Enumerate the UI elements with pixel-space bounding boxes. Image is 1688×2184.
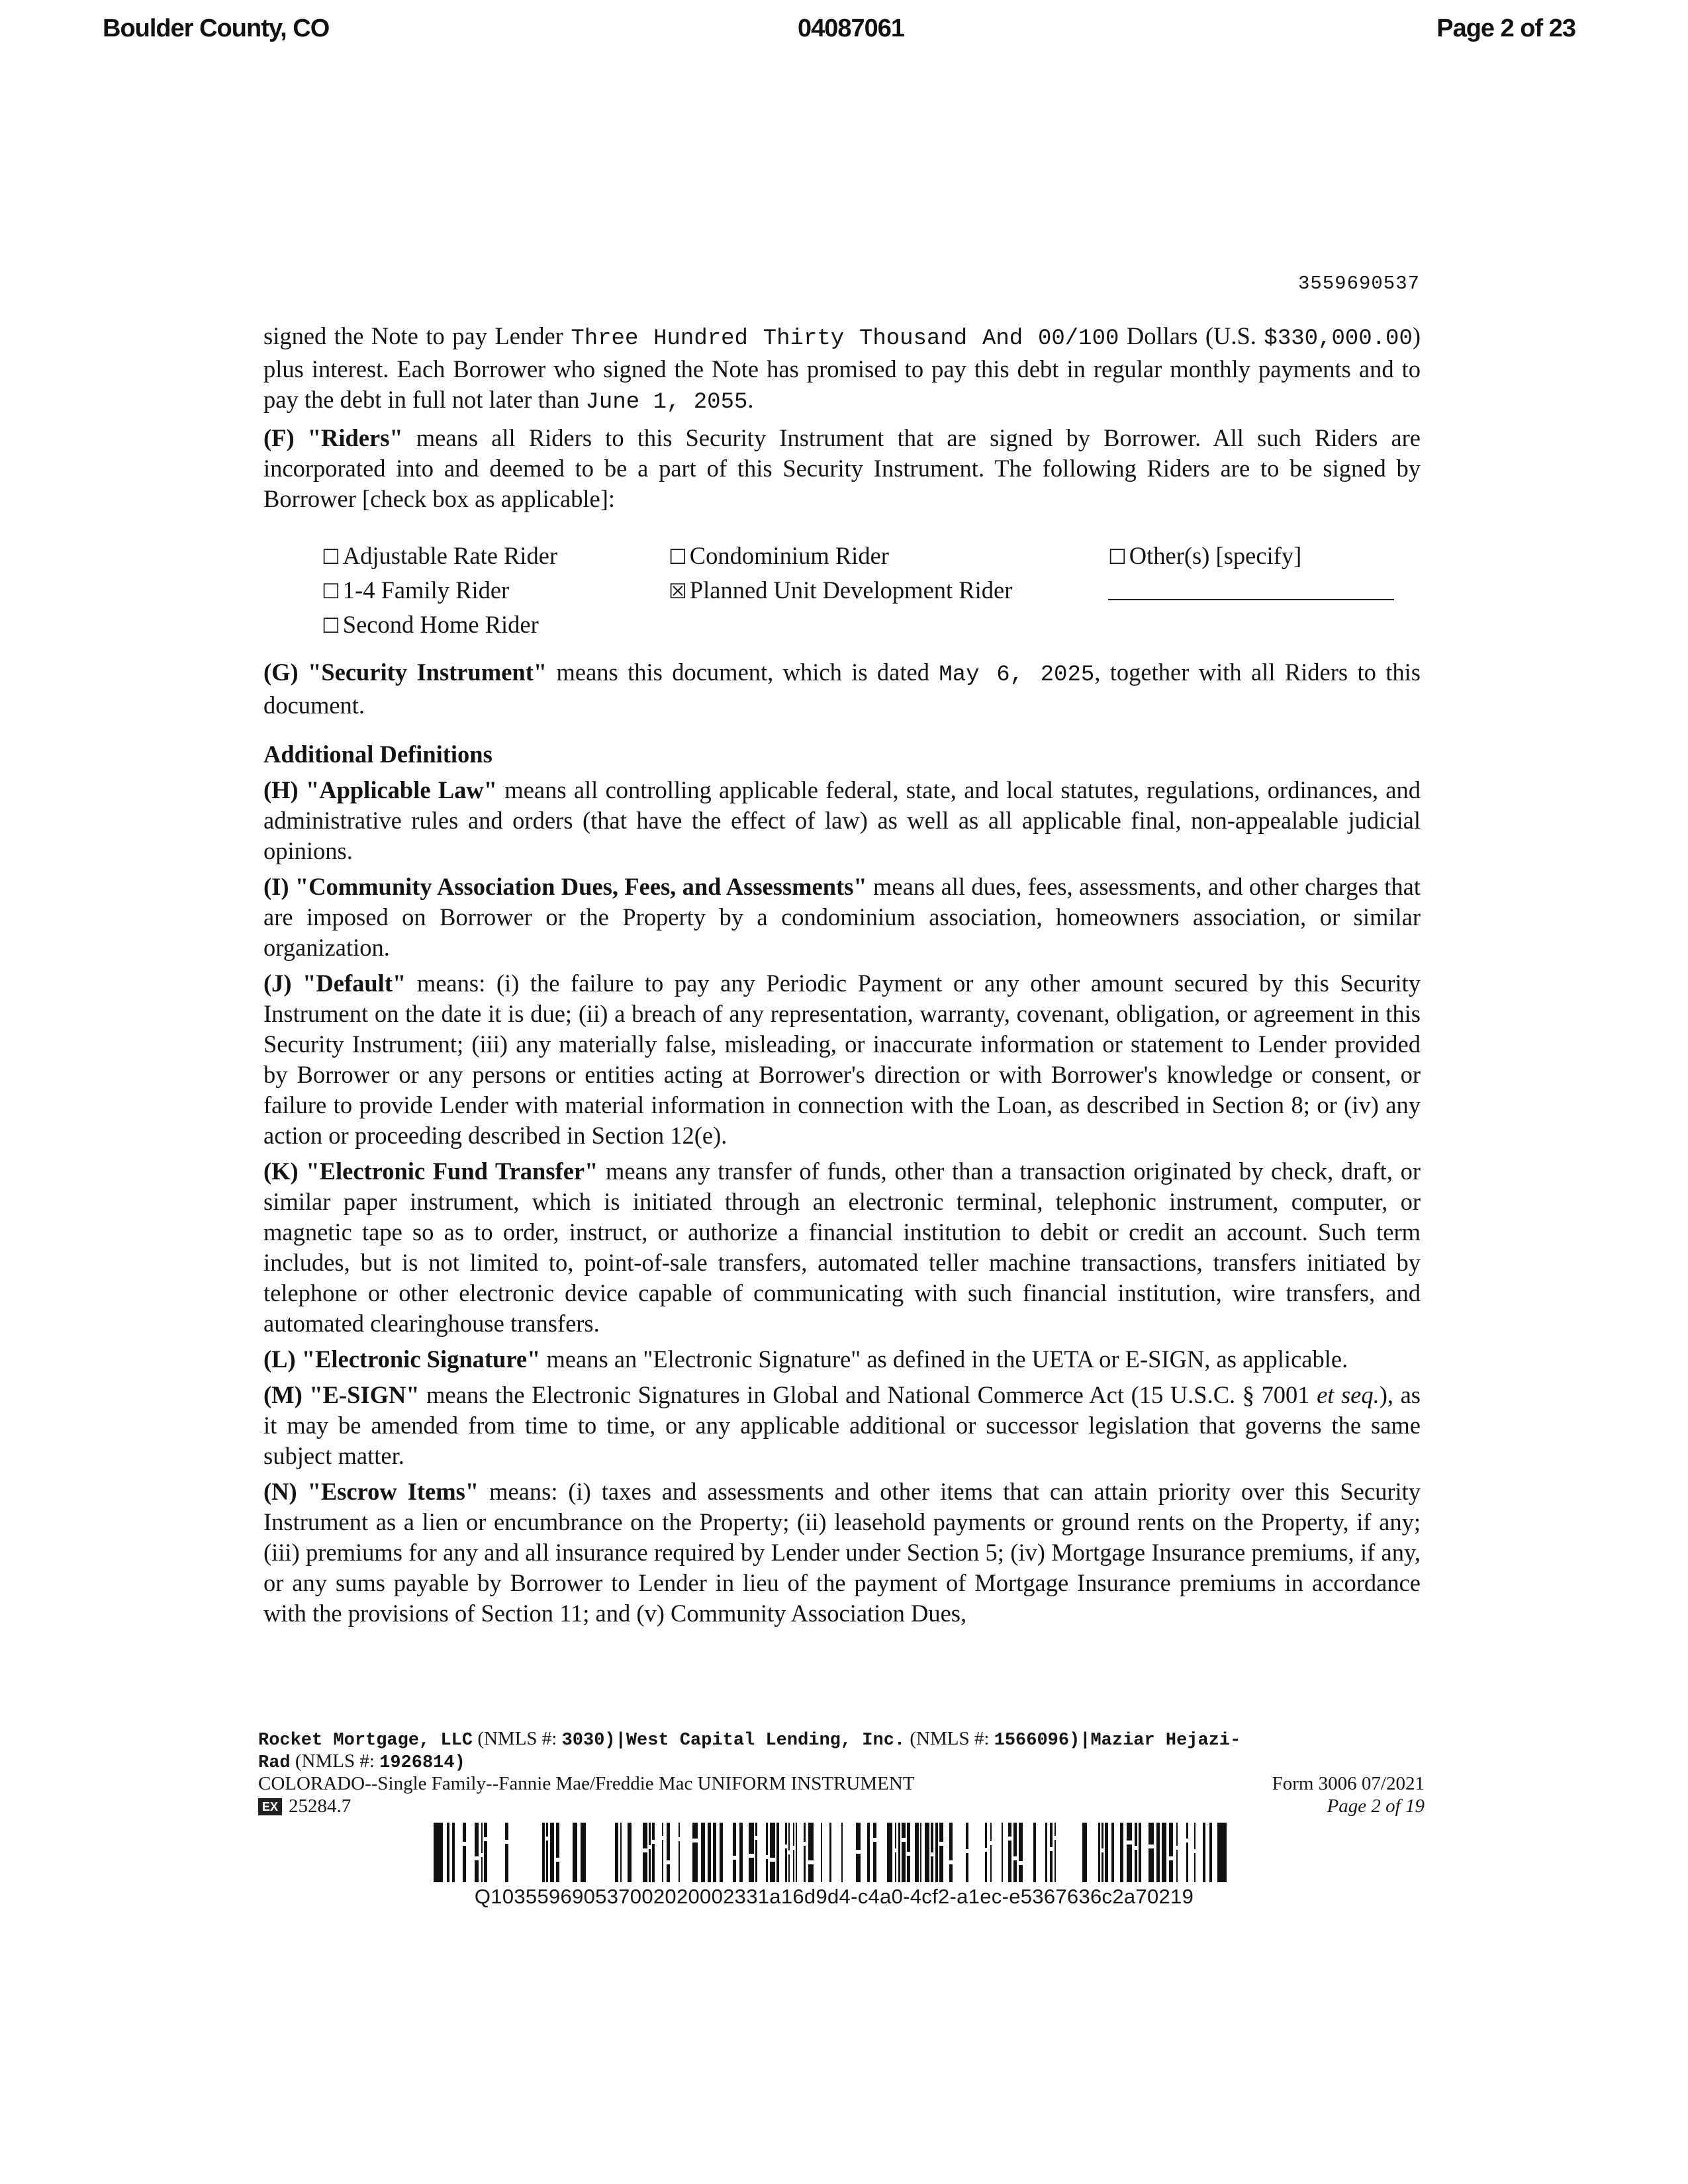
checkbox-icon: ☐	[322, 580, 340, 604]
barcode-icon	[434, 1823, 1235, 1882]
form-page-number: Page 2 of 19	[1327, 1796, 1425, 1817]
rider-planned-unit-development: ☒ Planned Unit Development Rider	[669, 576, 1013, 604]
lender-line: Rocket Mortgage, LLC (NMLS #: 3030)|West Capital Lending, Inc. (NMLS #: 1566096)|Maziar Hejazi-	[258, 1728, 1241, 1751]
loan-officer-line: Rad (NMLS #: 1926814)	[258, 1751, 465, 1773]
instrument-date: May 6, 2025	[939, 662, 1095, 688]
checkbox-icon: ☐	[669, 545, 687, 569]
reception-number: 04087061	[798, 15, 905, 42]
rider-1-4-family: ☐ 1-4 Family Rider	[322, 576, 510, 604]
other-specify-line	[1108, 599, 1394, 600]
definition-e-sign: (M) "E-SIGN" means the Electronic Signatures in Global and National Commerce Act (15 U.S.C. § 7001 et seq.), as it may be amended from time to time, or any applicable additional or successor legislation that governs the same subject matter.	[263, 1381, 1421, 1469]
page-indicator: Page 2 of 23	[1436, 15, 1575, 42]
doc-code-line: EX 25284.7 Page 2 of 19	[258, 1795, 1425, 1817]
checked-box-icon: ☒	[669, 580, 687, 604]
definition-default: (J) "Default" means: (i) the failure to pay any Periodic Payment or any other amount secured by this Security Instrument on the date it is due; (ii) a breach of any representation, warranty, covenant, obligation, or agreement in this Security Instrument; (iii) any materially false, misleading, or inaccurate information or statement to Lender provided by Borrower or any persons or entities acting at Borrower's direction or with Borrower's knowledge or consent, or failure to provide Lender with material information in connection with the Loan, as described in Section 8; or (iv) any action or proceeding described in Section 12(e).	[263, 970, 1421, 1149]
rider-checklist	[263, 539, 1421, 639]
note-amount-paragraph: signed the Note to pay Lender Three Hundred Thirty Thousand And 00/100 Dollars (U.S. $330,000.00) plus interest. Each Borrower who signed the Note has promised to pay this debt in regular monthly payments and to pay the debt in full not later than June 1, 2055.	[263, 322, 1421, 415]
definition-applicable-law: (H) "Applicable Law" means all controlling applicable federal, state, and local statutes, regulations, ordinances, and administrative rules and orders (that have the effect of law) as well as all applicable final, non-appealable judicial opinions.	[263, 776, 1421, 864]
security-instrument-definition: (G) "Security Instrument" means this document, which is dated May 6, 2025, together with all Riders to this document.	[263, 659, 1421, 719]
checkbox-icon: ☐	[322, 545, 340, 569]
definition-electronic-signature: (L) "Electronic Signature" means an "Electronic Signature" as defined in the UETA or E-SIGN, as applicable.	[263, 1345, 1348, 1373]
barcode-text: Q103559690537002020002331a16d9d4-c4a0-4cf2-a1ec-e5367636c2a70219	[474, 1885, 1194, 1908]
rider-condominium: ☐ Condominium Rider	[669, 542, 889, 569]
instrument-line: COLORADO--Single Family--Fannie Mae/Freddie Mac UNIFORM INSTRUMENT Form 3006 07/2021	[258, 1773, 1425, 1794]
additional-definitions-heading: Additional Definitions	[263, 741, 492, 768]
definition-escrow-items: (N) "Escrow Items" means: (i) taxes and assessments and other items that can attain priority over this Security Instrument as a lien or encumbrance on the Property; (ii) leasehold payments or ground rents on the Property, if any; (iii) premiums for any and all insurance required by Lender under Section 5; (iv) Mortgage Insurance premiums, if any, or any sums payable by Borrower to Lender in lieu of the payment of Mortgage Insurance premiums in accordance with the provisions of Section 11; and (v) Community Association Dues,	[263, 1478, 1421, 1627]
document-body	[263, 321, 1421, 1634]
rider-second-home: ☐ Second Home Rider	[322, 611, 539, 638]
barcode	[434, 1823, 1235, 1909]
loan-number: 3559690537	[1297, 273, 1420, 295]
definition-community-association-dues: (I) "Community Association Dues, Fees, and Assessments" means all dues, fees, assessments, and other charges that are imposed on Borrower or the Property by a condominium association, homeowners association, or similar organization.	[263, 873, 1421, 961]
checkbox-icon: ☐	[322, 614, 340, 638]
ellie-mae-logo-icon: EX	[258, 1798, 282, 1815]
document-footer	[258, 1727, 1425, 1817]
loan-amount-number: $330,000.00	[1264, 326, 1413, 351]
loan-amount-words: Three Hundred Thirty Thousand And 00/100	[571, 326, 1119, 351]
county-header: Boulder County, CO	[103, 15, 330, 42]
maturity-date: June 1, 2055	[585, 390, 748, 415]
definition-label: (F) "Riders"	[263, 424, 403, 451]
form-number: Form 3006 07/2021	[1272, 1773, 1425, 1794]
definition-electronic-fund-transfer: (K) "Electronic Fund Transfer" means any transfer of funds, other than a transaction originated by check, draft, or similar paper instrument, which is initiated through an electronic terminal, telephonic instrument, computer, or magnetic tape so as to order, instruct, or authorize a financial institution to debit or credit an account. Such term includes, but is not limited to, point-of-sale transfers, automated teller machine transactions, transfers initiated by telephone or other electronic device capable of communicating with such financial institution, wire transfers, and automated clearinghouse transfers.	[263, 1158, 1421, 1337]
checkbox-icon: ☐	[1108, 545, 1127, 569]
rider-adjustable-rate: ☐ Adjustable Rate Rider	[322, 542, 558, 569]
riders-definition: (F) "Riders" means all Riders to this Security Instrument that are signed by Borrower. All such Riders are incorporated into and deemed to be a part of this Security Instrument. The following Riders are to be signed by Borrower [check box as applicable]:	[263, 424, 1421, 512]
rider-other: ☐ Other(s) [specify]	[1108, 542, 1302, 569]
definition-label: (G) "Security Instrument"	[263, 659, 547, 686]
